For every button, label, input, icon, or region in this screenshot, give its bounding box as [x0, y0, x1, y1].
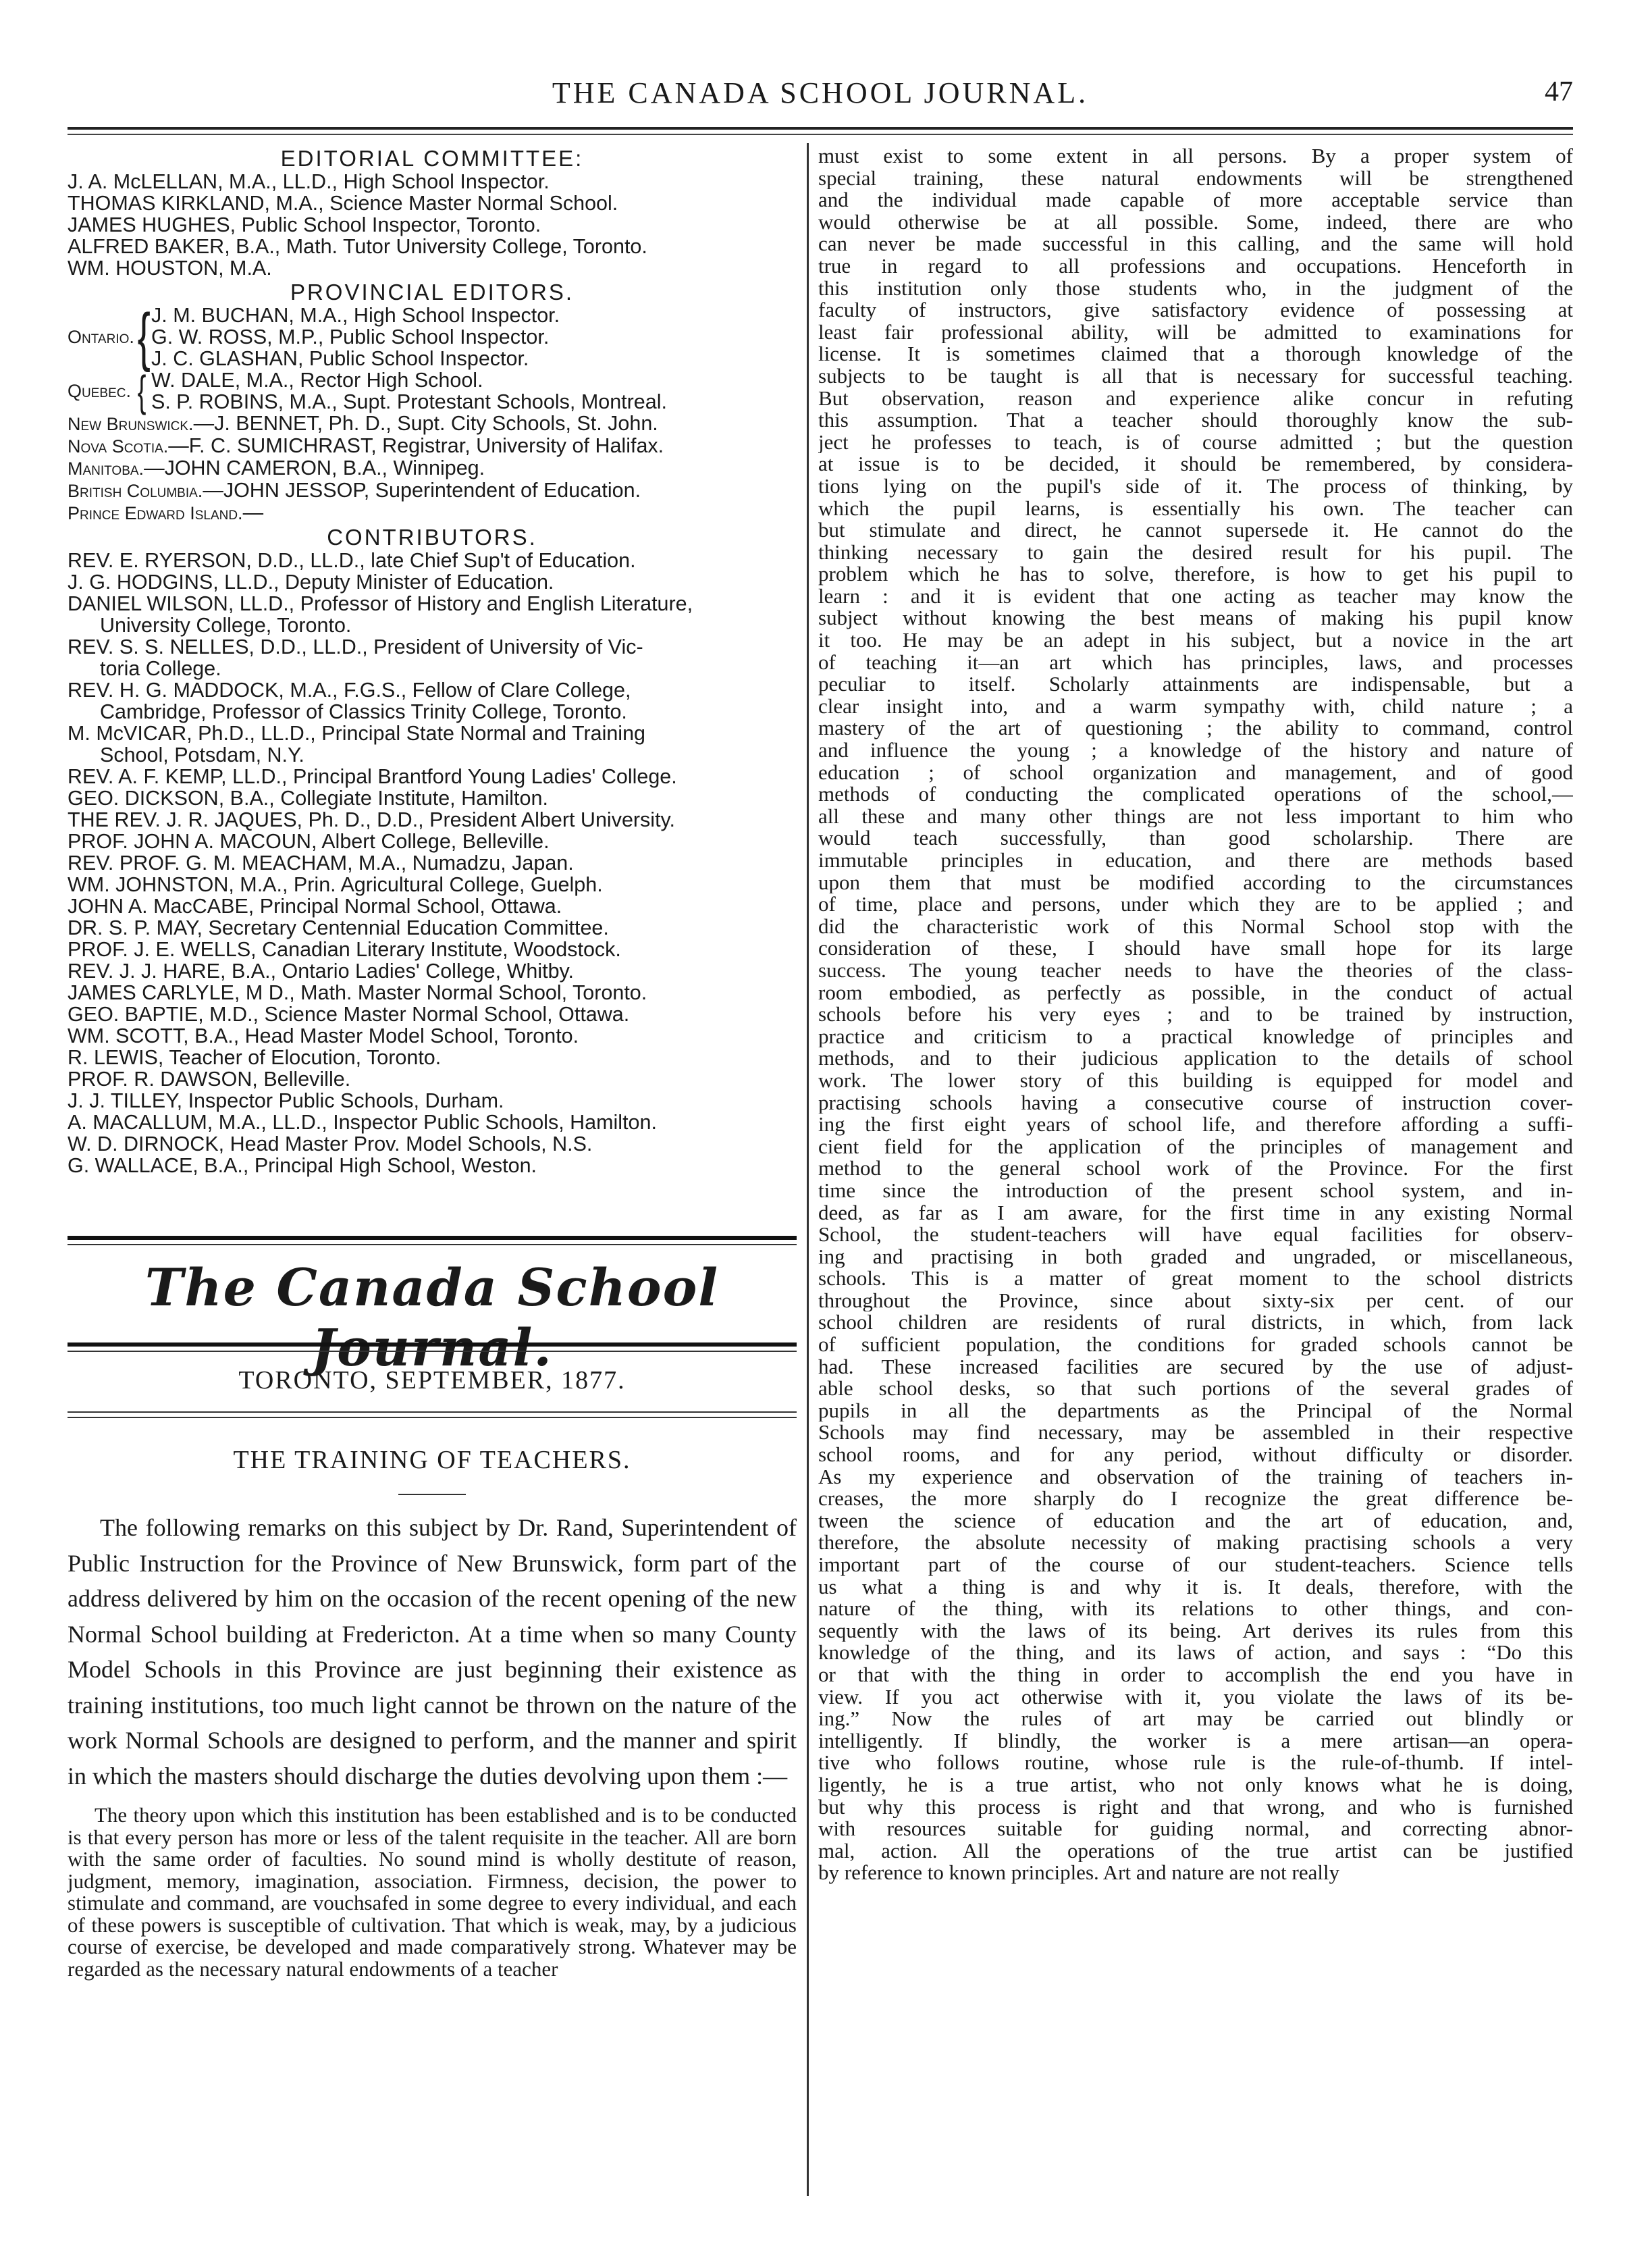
editorial-committee-list — [68, 171, 797, 279]
text-line: method to the general school work of the Province. For the first — [818, 1157, 1573, 1180]
brace-mark: { — [137, 301, 151, 373]
text-line: faculty of instructors, give satisfactory evidence of possessing at — [818, 299, 1573, 321]
masthead-rule — [68, 1236, 797, 1240]
text-line: mastery of the art of questioning ; the ability to command, control — [818, 717, 1573, 740]
editor-entry: —F. C. SUMICHRAST, Registrar, University of Halifax. — [168, 434, 664, 457]
brace-mark: { — [137, 367, 146, 415]
list-item: PROF. JOHN A. MACOUN, Albert College, Belleville. — [68, 830, 550, 853]
list-item: A. MACALLUM, M.A., LL.D., Inspector Public Schools, Hamilton. — [68, 1111, 657, 1134]
text-line: all these and many other things are not less important to him who — [818, 805, 1573, 828]
text-line: of time, place and persons, under which they are to be applied ; and — [818, 893, 1573, 916]
list-item — [68, 413, 797, 435]
text-line: important part of the course of our student-teachers. Science tells — [818, 1554, 1573, 1576]
text-line: thinking necessary to gain the desired result for his pupil. The — [818, 541, 1573, 564]
text-line: clear insight into, and a warm sympathy with, child nature ; a — [818, 695, 1573, 718]
list-item: JOHN A. MacCABE, Principal Normal School, Ottawa. — [68, 895, 562, 918]
running-title: THE CANADA SCHOOL JOURNAL. — [552, 76, 1089, 109]
text-line: must exist to some extent in all persons. By a proper system of — [818, 145, 1573, 167]
contributors-list — [68, 550, 797, 1176]
list-item-continuation: Cambridge, Professor of Classics Trinity College, Toronto. — [100, 700, 627, 723]
editor-entry: — — [242, 501, 264, 524]
header-rule — [68, 127, 1573, 130]
text-line: and influence the young ; a knowledge of the history and nature of — [818, 739, 1573, 762]
list-item: W. D. DIRNOCK, Head Master Prov. Model Schools, N.S. — [68, 1132, 593, 1155]
text-line: least fair professional ability, will be admitted to examinations for — [818, 321, 1573, 344]
text-line: schools before his very eyes ; and to be trained by instruction, — [818, 1003, 1573, 1026]
text-line: school children are residents of rural districts, in which, from lack — [818, 1311, 1573, 1334]
list-item-continuation: School, Potsdam, N.Y. — [100, 744, 304, 766]
text-line: had. These increased facilities are secured by the use of adjust- — [818, 1355, 1573, 1378]
text-line: this assumption. That a teacher should thoroughly know the sub- — [818, 409, 1573, 432]
list-item: G. WALLACE, B.A., Principal High School, Weston. — [68, 1154, 537, 1177]
dateline-rule — [68, 1417, 797, 1418]
header-rule-thin — [68, 134, 1573, 135]
text-line: would teach successfully, than good scholarship. There are — [818, 827, 1573, 850]
list-item — [68, 502, 797, 524]
column-divider — [807, 143, 809, 2196]
text-line: at issue is to be decided, it should be remembered, by considera- — [818, 453, 1573, 475]
list-item: M. McVICAR, Ph.D., LL.D., Principal State Normal and Training — [68, 722, 646, 745]
text-line: tive who follows routine, whose rule is the rule-of-thumb. If intel- — [818, 1752, 1573, 1774]
text-line: time since the introduction of the present school system, and in- — [818, 1179, 1573, 1202]
list-item: ALFRED BAKER, B.A., Math. Tutor University College, Toronto. — [68, 235, 647, 258]
text-line: can never be made successful in this calling, and the same will hold — [818, 233, 1573, 255]
text-line: ing and practising in both graded and ungraded, or miscellaneous, — [818, 1245, 1573, 1268]
text-line: and the individual made capable of more acceptable service than — [818, 189, 1573, 211]
text-line: creases, the more sharply do I recognize the great difference be- — [818, 1488, 1573, 1510]
list-item: THE REV. J. R. JAQUES, Ph. D., D.D., President Albert University. — [68, 808, 676, 831]
text-line: ing the first eight years of school life, and therefore affording a suffi- — [818, 1114, 1573, 1136]
list-item: DR. S. P. MAY, Secretary Centennial Education Committee. — [68, 916, 609, 939]
title-rule — [398, 1494, 466, 1495]
text-line: license. It is sometimes claimed that a thorough knowledge of the — [818, 343, 1573, 365]
list-item: JAMES CARLYLE, M D., Math. Master Normal School, Toronto. — [68, 981, 647, 1004]
text-line: but why this process is right and that wrong, and who is furnished — [818, 1796, 1573, 1819]
list-item: J. C. GLASHAN, Public School Inspector. — [151, 347, 529, 370]
text-line: or that with the thing in order to accomplish the end you have in — [818, 1663, 1573, 1686]
list-item: REV. PROF. G. M. MEACHAM, M.A., Numadzu, Japan. — [68, 852, 574, 875]
masthead-listing — [68, 145, 797, 1176]
text-line: ject he professes to teach, is of course admitted ; but the question — [818, 431, 1573, 454]
text-line: which the pupil learns, is essentially his own. The teacher can — [818, 497, 1573, 520]
province-label: Nova Scotia. — [68, 436, 169, 457]
text-line: success. The young teacher needs to have the theories of the class- — [818, 959, 1573, 982]
text-line: intelligently. If blindly, the worker is a mere artisan—an opera- — [818, 1729, 1573, 1752]
list-item: G. W. ROSS, M.P., Public School Inspector. — [151, 325, 550, 348]
list-item: REV. H. G. MADDOCK, M.A., F.G.S., Fellow of Clare College, — [68, 679, 631, 702]
list-item: J. J. TILLEY, Inspector Public Schools, Durham. — [68, 1089, 504, 1112]
text-line: consideration of these, I should have small hope for its large — [818, 937, 1573, 960]
text-line: practice and criticism to a practical knowledge of principles and — [818, 1025, 1573, 1048]
list-item: GEO. DICKSON, B.A., Collegiate Institute, Hamilton. — [68, 787, 548, 810]
contributors-heading: CONTRIBUTORS. — [327, 525, 537, 550]
province-label-ontario: Ontario. — [68, 327, 134, 347]
text-line: sequently with the laws of its being. Art derives its rules from this — [818, 1619, 1573, 1642]
text-line: would otherwise be at all possible. Some, indeed, there are who — [818, 211, 1573, 234]
list-item: REV. S. S. NELLES, D.D., LL.D., President of University of Vic- — [68, 635, 643, 658]
article-body-right — [818, 145, 1573, 1884]
text-line: subject without knowing the best means of making his pupil know — [818, 607, 1573, 630]
text-line: view. If you act otherwise with it, you violate the laws of its be- — [818, 1686, 1573, 1709]
text-line: throughout the Province, since about sixty-six per cent. of our — [818, 1289, 1573, 1312]
list-item — [68, 479, 797, 502]
list-item: J. G. HODGINS, LL.D., Deputy Minister of Education. — [68, 571, 554, 594]
editor-entry: —J. BENNET, Ph. D., Supt. City Schools, St. John. — [193, 412, 658, 435]
list-item: WM. JOHNSTON, M.A., Prin. Agricultural College, Guelph. — [68, 873, 603, 896]
text-line: ing.” Now the rules of art may be carried out blindly or — [818, 1708, 1573, 1730]
list-item: JAMES HUGHES, Public School Inspector, Toronto. — [68, 213, 541, 236]
list-item: WM. HOUSTON, M.A. — [68, 257, 272, 280]
text-line: problem which he has to solve, therefore, is how to get his pupil to — [818, 563, 1573, 585]
editorial-committee-heading: EDITORIAL COMMITTEE: — [280, 146, 584, 171]
list-item: PROF. J. E. WELLS, Canadian Literary Institute, Woodstock. — [68, 938, 621, 961]
text-line: learn : and it is evident that one acting as teacher may know the — [818, 585, 1573, 608]
text-line: this institution only those students who, in the judgment of the — [818, 277, 1573, 300]
text-line: of teaching it—an art which has principles, laws, and processes — [818, 651, 1573, 674]
list-item: S. P. ROBINS, M.A., Supt. Protestant Schools, Montreal. — [151, 390, 667, 413]
list-item: W. DALE, M.A., Rector High School. — [151, 369, 483, 392]
list-item: GEO. BAPTIE, M.D., Science Master Normal School, Ottawa. — [68, 1003, 630, 1026]
page-number: 47 — [1545, 76, 1573, 107]
text-line: education ; of school organization and management, and of good — [818, 761, 1573, 784]
text-line: methods of conducting the complicated operations of the school,— — [818, 783, 1573, 806]
province-label: British Columbia. — [68, 481, 203, 501]
text-line: able school desks, so that such portions of the several grades of — [818, 1378, 1573, 1400]
page-header — [68, 76, 1573, 116]
text-line: by reference to known principles. Art and nature are not really — [818, 1862, 1340, 1884]
text-line: therefore, the absolute necessity of making practising schools a very — [818, 1532, 1573, 1554]
list-item: REV. A. F. KEMP, LL.D., Principal Brantford Young Ladies' College. — [68, 765, 677, 788]
list-item: J. A. McLELLAN, M.A., LL.D., High School Inspector. — [68, 170, 550, 193]
text-line: of sufficient population, the conditions for graded schools cannot be — [818, 1334, 1573, 1356]
text-line: but stimulate and direct, he cannot supersede it. He cannot do the — [818, 519, 1573, 542]
masthead-title: The Canada School Journal. — [144, 1257, 720, 1378]
text-line: mal, action. All the operations of the true artist can be justified — [818, 1840, 1573, 1862]
editor-entry: —JOHN JESSOP, Superintendent of Education. — [203, 479, 641, 502]
list-item: REV. J. J. HARE, B.A., Ontario Ladies' College, Whitby. — [68, 960, 574, 983]
text-line: it too. He may be an adept in his subject, but a novice in the art — [818, 629, 1573, 652]
body-paragraph: The theory upon which this institution has been established and is to be conducted is that every person has more or less of the talent requisite in the teacher. All are born with the same order of faculties. No sound mind is wholly destitute of reason, judgment, memory, imagination, association. Firmness, decision, the power to stimulate and command, are vouchsafed in some degree to every individual, and each of these powers is susceptible of cultivation. That which is weak, may, by a judicious course of exercise, be developed and made comparatively strong. Whatever may be regarded as the necessary natural endowments of a teacher — [68, 1803, 797, 1981]
text-line: immutable principles in education, and there are methods based — [818, 850, 1573, 872]
list-item: J. M. BUCHAN, M.A., High School Inspector. — [151, 304, 560, 327]
masthead-rule-thin — [68, 1351, 797, 1352]
list-item — [68, 457, 797, 479]
list-item: R. LEWIS, Teacher of Elocution, Toronto. — [68, 1046, 442, 1069]
text-line: pupils in all the departments as the Principal of the Normal — [818, 1399, 1573, 1422]
text-line: upon them that must be modified according to the circumstances — [818, 871, 1573, 894]
text-line: us what a thing is and why it is. It deals, therefore, with the — [818, 1575, 1573, 1598]
provincial-editors-heading: PROVINCIAL EDITORS. — [290, 280, 575, 305]
ontario-editors — [68, 301, 797, 373]
text-line: subjects to be taught is all that is necessary for successful teaching. — [818, 365, 1573, 388]
text-line: room embodied, as perfectly as possible, in the conduct of actual — [818, 981, 1573, 1004]
text-line: work. The lower story of this building is equipped for model and — [818, 1069, 1573, 1092]
province-label-quebec: Quebec. — [68, 381, 131, 401]
province-label: Prince Edward Island. — [68, 503, 243, 523]
text-line: true in regard to all professions and occupations. Henceforth in — [818, 255, 1573, 278]
text-line: deed, as far as I am aware, for the first time in any existing Normal — [818, 1201, 1573, 1224]
text-line: Schools may find necessary, may be assembled in their respective — [818, 1422, 1573, 1444]
article-intro — [68, 1510, 797, 1794]
text-line: As my experience and observation of the training of teachers in- — [818, 1465, 1573, 1488]
text-line: School, the student-teachers will have equal facilities for observ- — [818, 1224, 1573, 1246]
dateline-rule — [68, 1411, 797, 1413]
text-line: with resources suitable for guiding normal, and correcting abnor- — [818, 1818, 1573, 1840]
province-label: Manitoba. — [68, 459, 144, 479]
text-line: But observation, reason and experience alike concur in refuting — [818, 387, 1573, 410]
text-line: methods, and to their judicious application to the details of school — [818, 1047, 1573, 1070]
text-line: cient field for the application of the principles of management and — [818, 1135, 1573, 1158]
list-item-continuation: University College, Toronto. — [100, 614, 352, 637]
text-line: schools. This is a matter of great moment to the school districts — [818, 1268, 1573, 1290]
text-line: tween the science of education and the art of education, and, — [818, 1509, 1573, 1532]
quebec-editors — [68, 369, 797, 413]
text-line: ligently, he is a true artist, who not only knows what he is doing, — [818, 1773, 1573, 1796]
masthead-rule — [68, 1342, 797, 1347]
list-item: DANIEL WILSON, LL.D., Professor of History and English Literature, — [68, 592, 693, 615]
dateline: TORONTO, SEPTEMBER, 1877. — [238, 1366, 626, 1394]
editor-entry: —JOHN CAMERON, B.A., Winnipeg. — [144, 457, 485, 479]
list-item — [68, 435, 797, 457]
list-item: REV. E. RYERSON, D.D., LL.D., late Chief Sup't of Education. — [68, 549, 636, 572]
article-body-left — [68, 1804, 797, 1980]
masthead-rule-thin — [68, 1244, 797, 1245]
list-item: WM. SCOTT, B.A., Head Master Model School, Toronto. — [68, 1024, 579, 1047]
intro-paragraph: The following remarks on this subject by Dr. Rand, Superintendent of Public Instruction for the Province of New Brunswick, form part of the address delivered by him on the occasion of the recent opening of the new Normal School building at Fredericton. At a time when so many County Model Schools in this Province are just beginning their existence as training institutions, too much light cannot be thrown on the nature of the work Normal Schools are designed to perform, and the manner and spirit in which the masters should discharge the duties devolving upon them :— — [68, 1514, 797, 1790]
article-title: THE TRAINING OF TEACHERS. — [233, 1446, 631, 1474]
text-line: school rooms, and for any period, without difficulty or disorder. — [818, 1444, 1573, 1466]
list-item: PROF. R. DAWSON, Belleville. — [68, 1068, 351, 1091]
list-item-continuation: toria College. — [100, 657, 221, 680]
text-line: peculiar to itself. Scholarly attainments are indispensable, but a — [818, 673, 1573, 696]
text-line: knowledge of the thing, and its laws of action, and says : “Do this — [818, 1642, 1573, 1664]
text-line: practising schools having a consecutive course of instruction cover- — [818, 1091, 1573, 1114]
text-line: did the characteristic work of this Normal School stop with the — [818, 915, 1573, 938]
text-line: nature of the thing, with its relations to other things, and con- — [818, 1598, 1573, 1620]
text-line: tions lying on the pupil's side of it. The process of thinking, by — [818, 475, 1573, 498]
province-label: New Brunswick. — [68, 414, 194, 434]
list-item: THOMAS KIRKLAND, M.A., Science Master Normal School. — [68, 192, 618, 215]
text-line: special training, these natural endowments will be strengthened — [818, 167, 1573, 190]
